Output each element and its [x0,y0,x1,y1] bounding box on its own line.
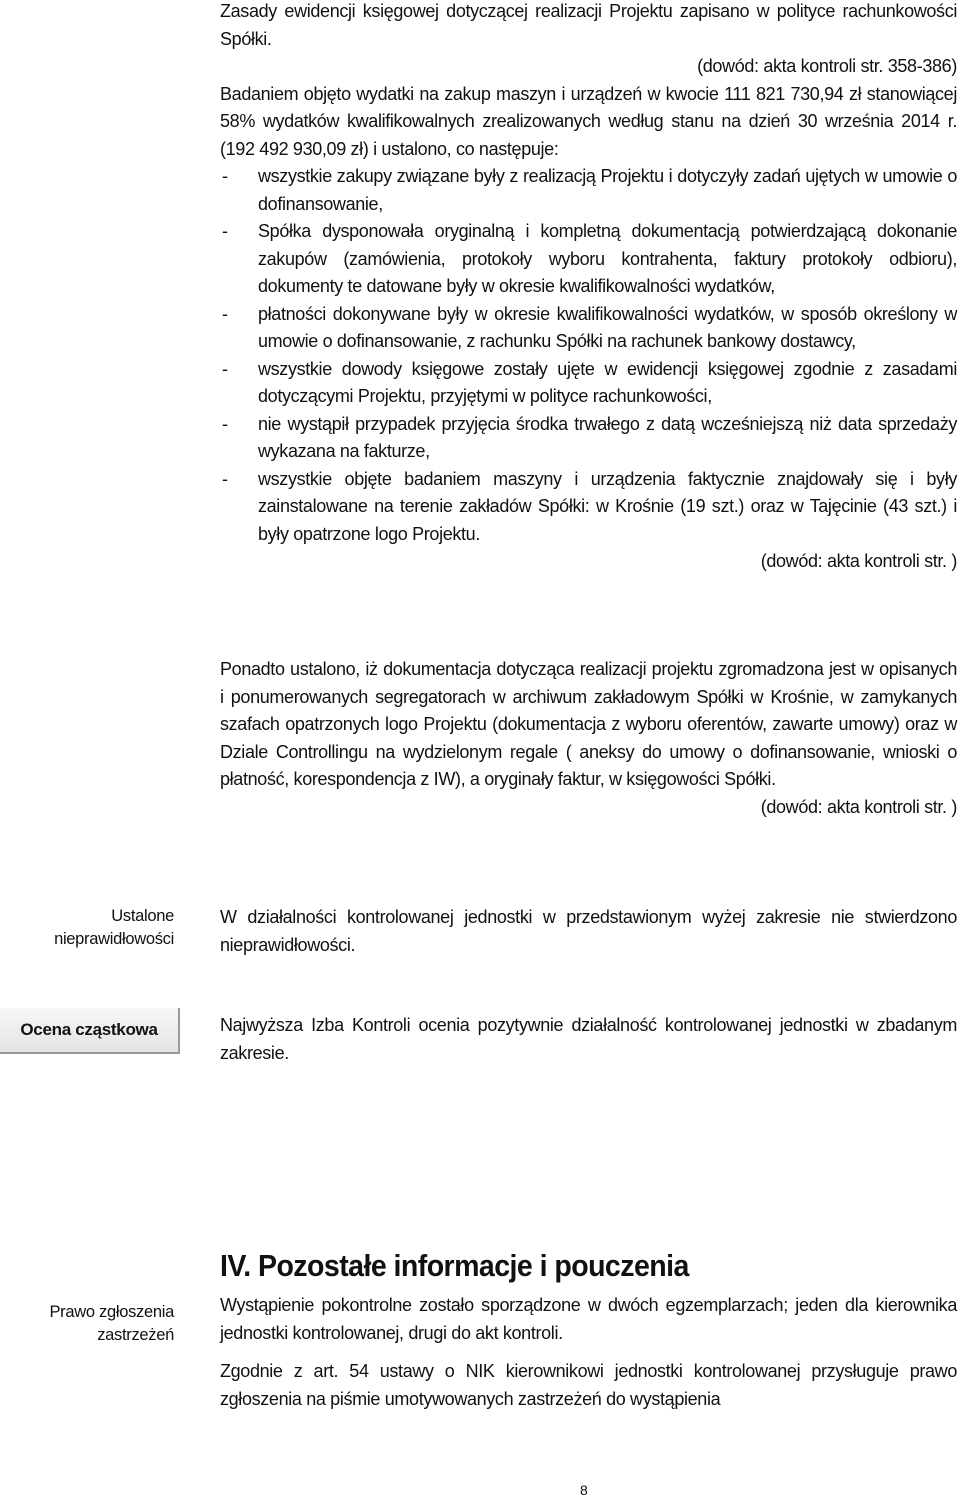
list-item: - wszystkie zakupy związane były z realizacją Projektu i dotyczyły zadań ujętych w umowie o dofinansowanie, [220,163,957,218]
evidence-reference: (dowód: akta kontroli str. 358-386) [697,56,957,76]
list-item: - Spółka dysponowała oryginalną i kompletną dokumentacją potwierdzającą dokonanie zakupów (zamówienia, protokoły wyboru kontrahenta, faktury protokoły odbioru), dokumenty te datowane były w okresie kwalifikowalności wydatków, [220,218,957,301]
findings-section [220,0,957,576]
accounting-policy-paragraph: Zasady ewidencji księgowej dotyczącej realizacji Projektu zapisano w polityce rachunkowości Spółki. [220,1,957,49]
evidence-reference: (dowód: akta kontroli str. ) [760,796,957,817]
list-dash: - [222,468,228,489]
assessment-section [220,1012,957,1067]
page-number: 8 [580,1482,588,1498]
list-item: - płatności dokonywane były w okresie kwalifikowalności wydatków, w sposób określony w umowie o dofinansowanie, z rachunku Spółki na rachunek bankowy dostawcy, [220,301,957,356]
list-dash: - [222,221,228,241]
list-item: - wszystkie dowody księgowe zostały ujęte w ewidencji księgowej zgodnie z zasadami dotyczącymi Projektu, przyjętymi w polityce rachunkowości, [220,356,957,411]
assessment-text: Najwyższa Izba Kontroli ocenia pozytywnie działalność kontrolowanej jednostki w zbadanym zakresie. [220,1015,957,1063]
assessment-label-box [0,1008,180,1054]
list-dash: - [222,166,228,186]
section-iv [220,1248,957,1413]
irregularities-label: Ustalone nieprawidłowości [54,907,174,948]
documentation-paragraph: Ponadto ustalono, iż dokumentacja dotycząca realizacji projektu zgromadzona jest w opisanych i ponumerowanych segregatorach w archiwum zakładowym Spółki w Krośnie, w zamykanych szafach opatrzonych logo Projektu (dokumentacja z wyboru oferentów, zawarte umowy) oraz w Dziale Controllingu na wydzielonym regale ( aneksy do umowy o dofinansowanie, wnioski o płatność, korespondencja z IW), a oryginały faktur, w księgowości Spółki. [220,659,957,789]
irregularities-text: W działalności kontrolowanej jednostki w przedstawionym wyżej zakresie nie stwierdzono nieprawidłowości. [220,907,957,955]
list-item: - wszystkie objęte badaniem maszyny i urządzenia faktycznie znajdowały się i były zainstalowane na terenie zakładów Spółki: w Krośnie (19 szt.) oraz w Tajęcinie (43 szt.) i były opatrzone logo Projektu. [220,466,957,549]
section-heading: IV. Pozostałe informacje i pouczenia [220,1248,689,1283]
assessment-label: Ocena cząstkowa [20,1020,158,1039]
audit-scope-paragraph: Badaniem objęto wydatki na zakup maszyn i urządzeń w kwocie 111 821 730,94 zł stanowiącej 58% wydatków kwalifikowalnych zrealizowanych według stanu na dzień 30 września 2014 r. (192 492 930,09 zł) i ustalono, co następuje: [220,83,957,159]
evidence-reference: (dowód: akta kontroli str. ) [760,551,957,571]
list-dash: - [222,413,228,434]
list-item: - nie wystąpił przypadek przyjęcia środka trwałego z datą wcześniejszą niż data sprzedaży wykazana na fakturze, [220,411,957,466]
irregularities-section [220,904,957,959]
list-dash: - [222,303,228,324]
objection-rights-label: Prawo zgłoszenia zastrzeżeń [49,1303,174,1344]
list-dash: - [222,358,228,379]
copies-paragraph: Wystąpienie pokontrolne zostało sporządzone w dwóch egzemplarzach; jeden dla kierownika jednostki kontrolowanej, drugi do akt kontroli. [220,1295,957,1343]
findings-list [220,163,957,548]
objection-rights-paragraph: Zgodnie z art. 54 ustawy o NIK kierownikowi jednostki kontrolowanej przysługuje prawo zgłoszenia na piśmie umotywowanych zastrzeżeń do wystąpienia [220,1361,957,1409]
documentation-section [220,656,957,821]
